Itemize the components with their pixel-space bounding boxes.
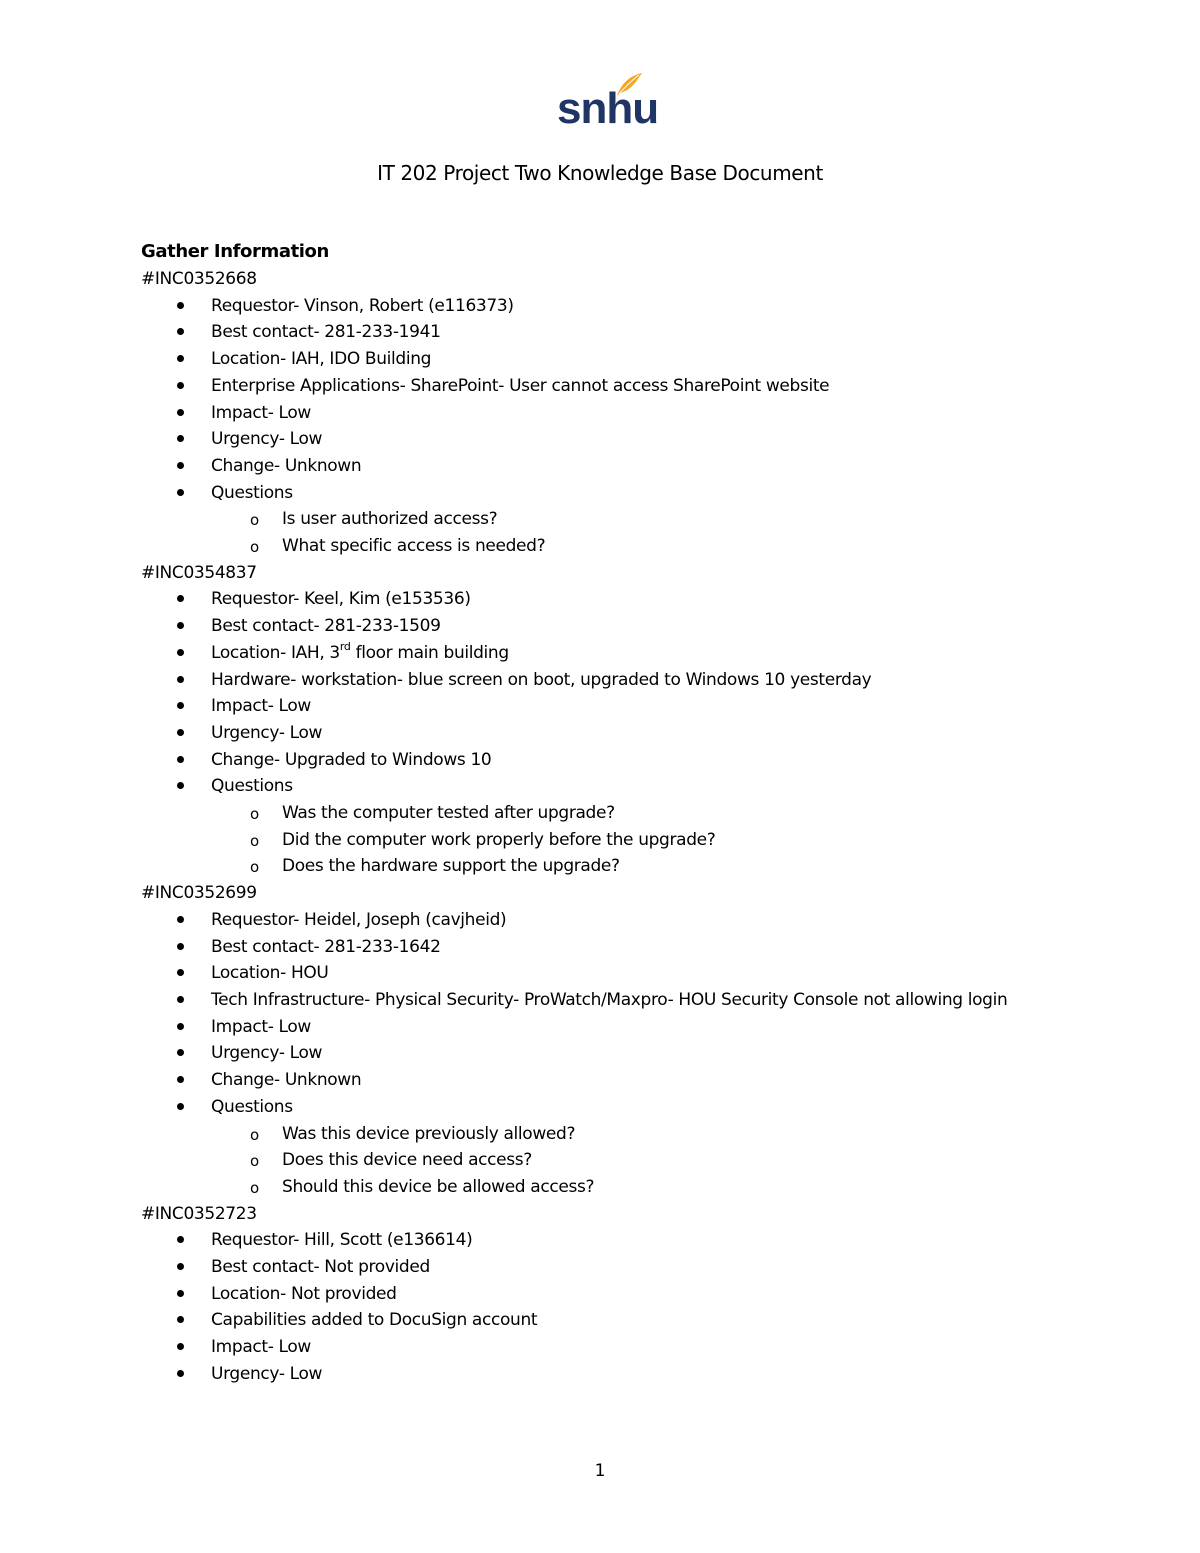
- bullet-text-continued: floor main building: [350, 642, 509, 663]
- bullet-text: Impact- Low: [211, 696, 311, 717]
- bullet-dot-icon: [177, 916, 184, 923]
- bullet-item: [141, 400, 1041, 427]
- bullet-text: Requestor- Keel, Kim (e153536): [211, 589, 471, 610]
- bullet-item: [141, 907, 1041, 934]
- bullet-text: Location- Not provided: [211, 1283, 397, 1304]
- sub-bullet-icon: o: [250, 538, 259, 557]
- bullet-text: Enterprise Applications- SharePoint- User cannot access SharePoint website: [211, 375, 830, 396]
- bullet-dot-icon: [177, 782, 184, 789]
- bullet-dot-icon: [177, 1290, 184, 1297]
- bullet-text: Best contact- 281-233-1509: [211, 616, 441, 637]
- bullet-item: [141, 1334, 1041, 1361]
- bullet-item: [141, 373, 1041, 400]
- bullet-text: Location- HOU: [211, 963, 329, 984]
- question-text: Was the computer tested after upgrade?: [282, 803, 615, 824]
- ordinal-superscript: rd: [339, 640, 351, 654]
- bullet-text: Impact- Low: [211, 1016, 311, 1037]
- bullet-item: [141, 1014, 1041, 1041]
- bullet-dot-icon: [177, 1316, 184, 1323]
- bullet-dot-icon: [177, 1076, 184, 1083]
- sub-bullet-icon: o: [250, 1178, 259, 1197]
- bullet-item: [141, 667, 1041, 694]
- document-body: [141, 238, 1041, 1388]
- bullet-item: [141, 934, 1041, 961]
- logo-wordmark: snhu: [557, 84, 659, 133]
- bullet-item: [141, 747, 1041, 774]
- bullet-dot-icon: [177, 676, 184, 683]
- bullet-item: [141, 640, 1041, 667]
- question-text: What specific access is needed?: [282, 536, 546, 557]
- question-text: Was this device previously allowed?: [282, 1123, 576, 1144]
- bullet-item: [141, 586, 1041, 613]
- incident-block: [141, 880, 1041, 1200]
- bullet-item: [141, 960, 1041, 987]
- bullet-text: Change- Upgraded to Windows 10: [211, 749, 492, 770]
- bullet-item: [141, 773, 1041, 800]
- bullet-text: Questions: [211, 482, 293, 503]
- bullet-dot-icon: [177, 1343, 184, 1350]
- section-heading: Gather Information: [141, 241, 329, 262]
- bullet-item: [141, 1254, 1041, 1281]
- bullet-item: [141, 319, 1041, 346]
- incident-block: [141, 266, 1041, 560]
- bullet-item: [141, 293, 1041, 320]
- bullet-item: [141, 1307, 1041, 1334]
- bullet-text: Requestor- Hill, Scott (e136614): [211, 1230, 473, 1251]
- bullet-dot-icon: [177, 302, 184, 309]
- bullet-text: Questions: [211, 776, 293, 797]
- bullet-item: [141, 426, 1041, 453]
- question-item: [141, 827, 1041, 854]
- bullet-text: Requestor- Heidel, Joseph (cavjheid): [211, 909, 507, 930]
- bullet-dot-icon: [177, 462, 184, 469]
- bullet-item: [141, 1281, 1041, 1308]
- bullet-dot-icon: [177, 756, 184, 763]
- bullet-dot-icon: [177, 969, 184, 976]
- sub-bullet-icon: o: [250, 805, 259, 824]
- bullet-dot-icon: [177, 729, 184, 736]
- bullet-dot-icon: [177, 1023, 184, 1030]
- page-number: 1: [594, 1461, 606, 1481]
- question-text: Does this device need access?: [282, 1150, 532, 1171]
- bullet-text: Urgency- Low: [211, 429, 323, 450]
- sub-bullet-icon: o: [250, 1152, 259, 1171]
- bullet-item: [141, 720, 1041, 747]
- bullet-text: Impact- Low: [211, 402, 311, 423]
- bullet-text: Location- IAH, IDO Building: [211, 349, 432, 370]
- bullet-dot-icon: [177, 435, 184, 442]
- bullet-item: [141, 453, 1041, 480]
- question-item: [141, 533, 1041, 560]
- bullet-item: [141, 693, 1041, 720]
- bullet-dot-icon: [177, 649, 184, 656]
- bullet-dot-icon: [177, 943, 184, 950]
- bullet-text: Questions: [211, 1096, 293, 1117]
- question-text: Is user authorized access?: [282, 509, 498, 530]
- bullet-dot-icon: [177, 996, 184, 1003]
- bullet-text: Best contact- Not provided: [211, 1257, 430, 1278]
- bullet-item: [141, 613, 1041, 640]
- bullet-item: [141, 987, 1041, 1014]
- incident-id: #INC0352699: [141, 883, 257, 904]
- bullet-dot-icon: [177, 328, 184, 335]
- question-text: Did the computer work properly before the upgrade?: [282, 829, 716, 850]
- incident-block: [141, 560, 1041, 880]
- bullet-dot-icon: [177, 595, 184, 602]
- bullet-dot-icon: [177, 489, 184, 496]
- bullet-text: Change- Unknown: [211, 455, 362, 476]
- bullet-dot-icon: [177, 1236, 184, 1243]
- question-text: Should this device be allowed access?: [282, 1176, 595, 1197]
- snhu-logo: [557, 72, 659, 134]
- bullet-dot-icon: [177, 1103, 184, 1110]
- bullet-text: Best contact- 281-233-1642: [211, 936, 441, 957]
- bullet-dot-icon: [177, 622, 184, 629]
- document-title: IT 202 Project Two Knowledge Base Document: [377, 161, 823, 185]
- question-item: [141, 1174, 1041, 1201]
- sub-bullet-icon: o: [250, 831, 259, 850]
- bullet-dot-icon: [177, 1263, 184, 1270]
- bullet-text: Best contact- 281-233-1941: [211, 322, 441, 343]
- bullet-item: [141, 346, 1041, 373]
- bullet-text: Change- Unknown: [211, 1070, 362, 1091]
- question-item: [141, 1147, 1041, 1174]
- question-item: [141, 853, 1041, 880]
- incident-list: [141, 266, 1041, 1388]
- sub-bullet-icon: o: [250, 1125, 259, 1144]
- bullet-dot-icon: [177, 1049, 184, 1056]
- bullet-text: Impact- Low: [211, 1337, 311, 1358]
- incident-id: #INC0354837: [141, 562, 257, 583]
- bullet-text: Capabilities added to DocuSign account: [211, 1310, 538, 1331]
- bullet-item: [141, 480, 1041, 507]
- bullet-dot-icon: [177, 382, 184, 389]
- bullet-text: Tech Infrastructure- Physical Security- ProWatch/Maxpro- HOU Security Console not allowing login: [211, 989, 1008, 1010]
- bullet-text: Requestor- Vinson, Robert (e116373): [211, 295, 514, 316]
- incident-id: #INC0352723: [141, 1203, 257, 1224]
- bullet-item: [141, 1361, 1041, 1388]
- bullet-text: Hardware- workstation- blue screen on boot, upgraded to Windows 10 yesterday: [211, 669, 872, 690]
- incident-id: #INC0352668: [141, 269, 257, 289]
- bullet-text: Urgency- Low: [211, 722, 323, 743]
- sub-bullet-icon: o: [250, 511, 259, 530]
- question-item: [141, 800, 1041, 827]
- bullet-dot-icon: [177, 355, 184, 362]
- bullet-text: Urgency- Low: [211, 1043, 323, 1064]
- question-item: [141, 1121, 1041, 1148]
- question-text: Does the hardware support the upgrade?: [282, 856, 620, 877]
- incident-block: [141, 1201, 1041, 1388]
- bullet-item: [141, 1227, 1041, 1254]
- sub-bullet-icon: o: [250, 858, 259, 877]
- question-item: [141, 506, 1041, 533]
- bullet-dot-icon: [177, 702, 184, 709]
- bullet-item: [141, 1040, 1041, 1067]
- bullet-text: Urgency- Low: [211, 1363, 323, 1384]
- bullet-item: [141, 1067, 1041, 1094]
- bullet-dot-icon: [177, 409, 184, 416]
- bullet-item: [141, 1094, 1041, 1121]
- bullet-text: Location- IAH, 3: [211, 642, 340, 663]
- bullet-dot-icon: [177, 1370, 184, 1377]
